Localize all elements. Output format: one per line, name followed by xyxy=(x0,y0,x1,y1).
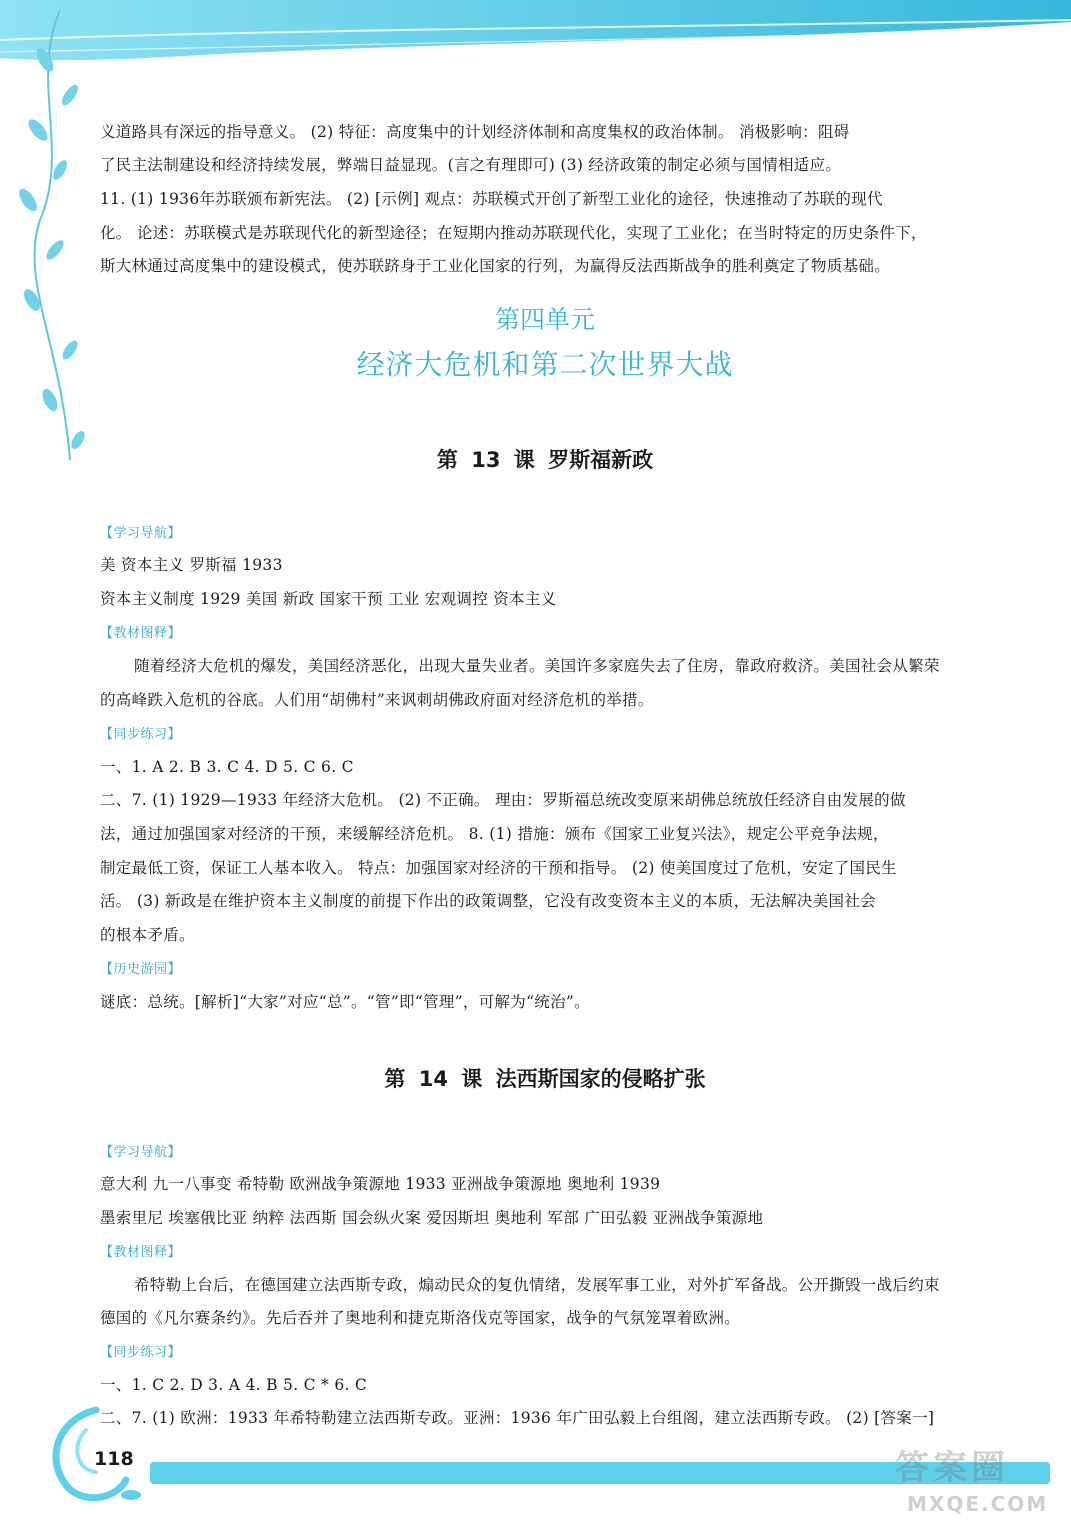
continuation-line-4: 化。 论述：苏联模式是苏联现代化的新型途径；在短期内推动苏联现代化，实现了工业化；在当时特定的历史条件下， xyxy=(100,224,927,242)
lesson-13-practice-line-3: 法，通过加强国家对经济的干预，来缓解经济危机。 8. (1) 措施：颁布《国家工业复兴法》，规定公平竞争法规， xyxy=(100,825,889,843)
lesson-13-explain-line-2: 的高峰跌入危机的谷底。人们用“胡佛村”来讽刺胡佛政府面对经济危机的举措。 xyxy=(100,691,654,709)
lesson-13-practice-line-4: 制定最低工资，保证工人基本收入。 特点：加强国家对经济的干预和指导。 (2) 使美国度过了危机，安定了国民生 xyxy=(100,859,897,877)
lesson-14-explain-line-1: 希特勒上台后，在德国建立法西斯专政，煽动民众的复仇情绪，发展军事工业，对外扩军备战。公开撕毁一战后约束 xyxy=(134,1276,940,1294)
lesson-14-practice-tag: 【同步练习】 xyxy=(100,1345,182,1360)
watermark-url: MXQE.COM xyxy=(907,1492,1049,1516)
continuation-line-3: 11. (1) 1936年苏联颁布新宪法。 (2) [示例] 观点：苏联模式开创了新型工业化的途径，快速推动了苏联的现代 xyxy=(100,190,883,208)
lesson-13-title: 第 13 课 罗斯福新政 xyxy=(436,448,654,472)
lesson-14-practice-line-2: 二、7. (1) 欧洲：1933 年希特勒建立法西斯专政。亚洲：1936 年广田弘毅上台组阁，建立法西斯专政。 (2) [答案一] xyxy=(100,1409,935,1427)
continuation-line-1: 义道路具有深远的指导意义。 (2) 特征：高度集中的计划经济体制和高度集权的政治体制。 消极影响：阻碍 xyxy=(100,123,850,141)
page-number: 118 xyxy=(94,1448,134,1470)
lesson-13-practice-line-1: 一、1. A 2. B 3. C 4. D 5. C 6. C xyxy=(100,758,354,776)
unit-number: 第四单元 xyxy=(494,305,595,334)
lesson-13-guide-tag: 【学习导航】 xyxy=(100,526,182,541)
lesson-13-practice-line-6: 的根本矛盾。 xyxy=(100,926,195,944)
lesson-14-guide-tag: 【学习导航】 xyxy=(100,1145,182,1160)
lesson-13-explain-line-1: 随着经济大危机的爆发，美国经济恶化，出现大量失业者。美国许多家庭失去了住房，靠政府救济。美国社会从繁荣 xyxy=(134,657,940,675)
unit-title: 经济大危机和第二次世界大战 xyxy=(356,348,734,381)
lesson-14-title: 第 14 课 法西斯国家的侵略扩张 xyxy=(384,1067,706,1091)
lesson-13-practice-line-5: 活。 (3) 新政是在维护资本主义制度的前提下作出的政策调整，它没有改变资本主义的本质，无法解决美国社会 xyxy=(100,892,876,910)
lesson-13-guide-line-1: 美 资本主义 罗斯福 1933 xyxy=(100,556,283,574)
lesson-14-guide-line-2: 墨索里尼 埃塞俄比亚 纳粹 法西斯 国会纵火案 爱因斯坦 奥地利 军部 广田弘毅 亚洲战争策源地 xyxy=(100,1209,764,1227)
watermark-text: 答案圈 xyxy=(895,1448,1009,1488)
lesson-14-explain-tag: 【教材图释】 xyxy=(100,1245,182,1260)
lesson-13-explain-tag: 【教材图释】 xyxy=(100,626,182,641)
continuation-line-2: 了民主法制建设和经济持续发展，弊端日益显现。(言之有理即可) (3) 经济政策的制定必须与国情相适应。 xyxy=(100,156,842,174)
continuation-line-5: 斯大林通过高度集中的建设模式，使苏联跻身于工业化国家的行列，为赢得反法西斯战争的胜利奠定了物质基础。 xyxy=(100,257,891,275)
watermark xyxy=(895,1440,1055,1525)
lesson-14-practice-line-1: 一、1. C 2. D 3. A 4. B 5. C * 6. C xyxy=(100,1376,368,1394)
lesson-14-guide-line-1: 意大利 九一八事变 希特勒 欧洲战争策源地 1933 亚洲战争策源地 奥地利 1939 xyxy=(100,1175,661,1193)
top-decorative-band xyxy=(0,0,1071,70)
lesson-13-practice-line-2: 二、7. (1) 1929—1933 年经济大危机。 (2) 不正确。 理由：罗斯福总统改变原来胡佛总统放任经济自由发展的做 xyxy=(100,791,906,809)
lesson-13-game-tag: 【历史游园】 xyxy=(100,962,182,977)
vine-decoration-icon xyxy=(0,0,110,480)
lesson-13-practice-tag: 【同步练习】 xyxy=(100,727,182,742)
lesson-14-explain-line-2: 德国的《凡尔赛条约》。先后吞并了奥地利和捷克斯洛伐克等国家，战争的气氛笼罩着欧洲。 xyxy=(100,1309,741,1327)
lesson-13-guide-line-2: 资本主义制度 1929 美国 新政 国家干预 工业 宏观调控 资本主义 xyxy=(100,590,557,608)
lesson-13-game-line-1: 谜底：总统。[解析]“大家”对应“总”。“管”即“管理”，可解为“统治”。 xyxy=(100,993,590,1011)
